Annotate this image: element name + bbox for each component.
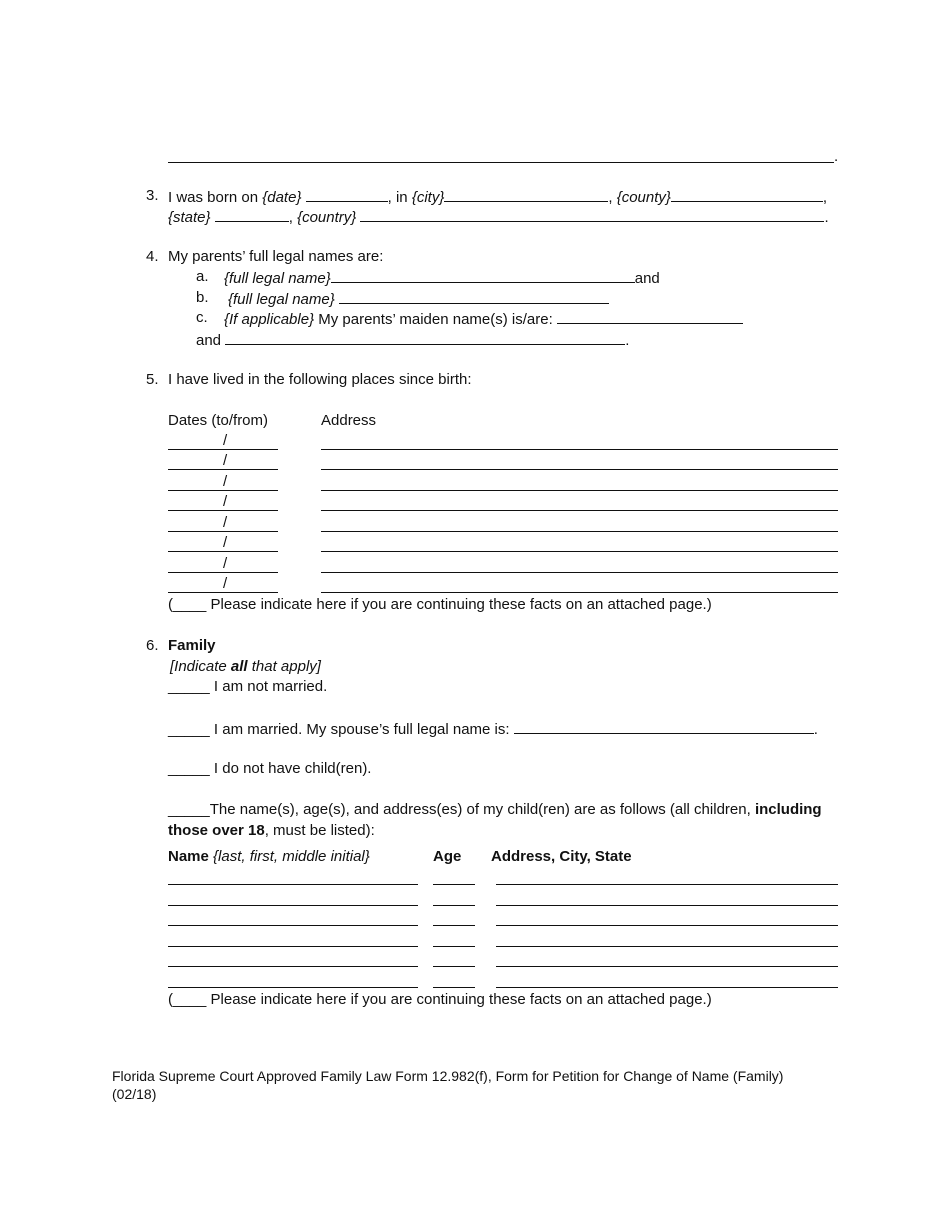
item4b-label: b.: [196, 289, 209, 306]
child-age-field[interactable]: [433, 925, 475, 926]
child-name-field[interactable]: [168, 946, 418, 947]
not-married-option[interactable]: [168, 678, 327, 696]
indicate-pre: [Indicate: [170, 658, 231, 675]
item4c-row: [224, 309, 743, 329]
not-married-label: I am not married.: [213, 678, 328, 695]
and-label-2: and: [196, 332, 222, 349]
item4a-row: [224, 268, 660, 288]
item4-title: My parents’ full legal names are:: [168, 248, 384, 265]
maiden-name-label: My parents’ maiden name(s) is/are:: [318, 311, 553, 328]
item4a-label: a.: [196, 268, 209, 285]
not-married-checkbox-blank[interactable]: _____: [168, 678, 210, 695]
children-checkbox-blank[interactable]: _____: [168, 801, 210, 818]
address-field[interactable]: [321, 469, 838, 470]
over-18-label: those over 18: [168, 822, 265, 839]
date-field[interactable]: [306, 187, 388, 202]
no-children-option[interactable]: [168, 760, 371, 778]
child-address-field[interactable]: [496, 884, 838, 885]
city-hint: {city}: [411, 189, 445, 206]
item6-continuation-note: (____ Please indicate here if you are continuing these facts on an attached page.): [168, 991, 712, 1008]
child-age-field[interactable]: [433, 987, 475, 988]
item3-line2: {state} , {country} .: [168, 209, 829, 226]
if-applicable-hint: {If applicable}: [224, 311, 315, 328]
child-address-field[interactable]: [496, 987, 838, 988]
date-slash: /: [223, 555, 228, 572]
address-field[interactable]: [321, 490, 838, 491]
including-label: including: [754, 801, 822, 818]
date-slash: /: [223, 452, 228, 469]
col-name-hint: {last, first, middle initial}: [213, 848, 370, 865]
date-slash: /: [223, 473, 228, 490]
parent2-hint: {full legal name}: [228, 291, 335, 308]
maiden-name-field-2[interactable]: [225, 330, 625, 345]
child-address-field[interactable]: [496, 925, 838, 926]
address-field[interactable]: [321, 449, 838, 450]
col-name-header: Name: [168, 848, 209, 865]
prior-item-blank-line[interactable]: [168, 162, 834, 163]
married-option[interactable]: _____ I am married. My spouse’s full legal name is: .: [168, 721, 818, 738]
item5-continuation-note: (____ Please indicate here if you are continuing these facts on an attached page.): [168, 596, 712, 613]
child-age-field[interactable]: [433, 884, 475, 885]
and-label: and: [634, 270, 660, 287]
child-address-field[interactable]: [496, 966, 838, 967]
state-field[interactable]: [215, 207, 289, 222]
address-field[interactable]: [321, 551, 838, 552]
date-slash: /: [223, 493, 228, 510]
period: .: [834, 148, 839, 165]
footer-form-date: (02/18): [112, 1086, 157, 1102]
child-age-field[interactable]: [433, 966, 475, 967]
city-field[interactable]: [444, 187, 608, 202]
item3-line1: I was born on {date} , in {city} , {county} ,: [168, 189, 828, 206]
born-on-label: I was born on: [168, 189, 259, 206]
child-age-field[interactable]: [433, 946, 475, 947]
date-hint: {date}: [262, 189, 302, 206]
date-slash: /: [223, 514, 228, 531]
family-heading: Family: [168, 637, 216, 654]
address-field[interactable]: [321, 572, 838, 573]
address-field[interactable]: [321, 592, 838, 593]
child-age-field[interactable]: [433, 905, 475, 906]
child-name-field[interactable]: [168, 966, 418, 967]
spouse-name-field[interactable]: [514, 719, 814, 734]
parent2-name-field[interactable]: [339, 289, 609, 304]
country-field[interactable]: [360, 207, 824, 222]
address-header: Address: [321, 412, 377, 429]
item5-title: I have lived in the following places since birth:: [168, 371, 472, 388]
item3-number: 3.: [146, 187, 159, 204]
indicate-post: that apply]: [247, 658, 321, 675]
item4b-row: [228, 289, 609, 309]
children-text: The name(s), age(s), and address(es) of my child(ren) are as follows (all children,: [209, 801, 751, 818]
child-name-field[interactable]: [168, 905, 418, 906]
indicate-all: all: [230, 658, 248, 675]
parent1-name-field[interactable]: [331, 268, 635, 283]
address-field[interactable]: [321, 510, 838, 511]
child-name-field[interactable]: [168, 884, 418, 885]
item4c-row2: and .: [196, 332, 630, 349]
children-table-header: [168, 848, 370, 866]
child-address-field[interactable]: [496, 946, 838, 947]
col-age-header: Age: [433, 848, 462, 865]
footer-form-title: Florida Supreme Court Approved Family Law Form 12.982(f), Form for Petition for Change of Name (Family): [112, 1068, 784, 1084]
no-children-label: I do not have child(ren).: [213, 760, 372, 777]
date-slash: /: [223, 575, 228, 592]
married-label: I am married. My spouse’s full legal name is:: [213, 721, 510, 738]
child-name-field[interactable]: [168, 987, 418, 988]
married-checkbox-blank[interactable]: _____: [168, 721, 210, 738]
address-field[interactable]: [321, 531, 838, 532]
date-slash: /: [223, 534, 228, 551]
indicate-all-instruction: [170, 658, 321, 676]
item4c-label: c.: [196, 309, 208, 326]
children-option[interactable]: [168, 801, 822, 819]
child-name-field[interactable]: [168, 925, 418, 926]
must-list-label: , must be listed):: [264, 822, 375, 839]
dates-header: Dates (to/from): [168, 412, 269, 429]
child-address-field[interactable]: [496, 905, 838, 906]
date-slash: /: [223, 432, 228, 449]
county-field[interactable]: [671, 187, 823, 202]
item6-number: 6.: [146, 637, 159, 654]
item4-number: 4.: [146, 248, 159, 265]
in-label: , in: [387, 189, 408, 206]
no-children-checkbox-blank[interactable]: _____: [168, 760, 210, 777]
col-address-header: Address, City, State: [491, 848, 632, 865]
state-hint: {state}: [168, 209, 211, 226]
county-hint: {county}: [616, 189, 671, 206]
item5-number: 5.: [146, 371, 159, 388]
country-hint: {country}: [297, 209, 357, 226]
parent1-hint: {full legal name}: [224, 270, 331, 287]
children-option-line2: [168, 822, 375, 840]
maiden-name-field-1[interactable]: [557, 309, 743, 324]
